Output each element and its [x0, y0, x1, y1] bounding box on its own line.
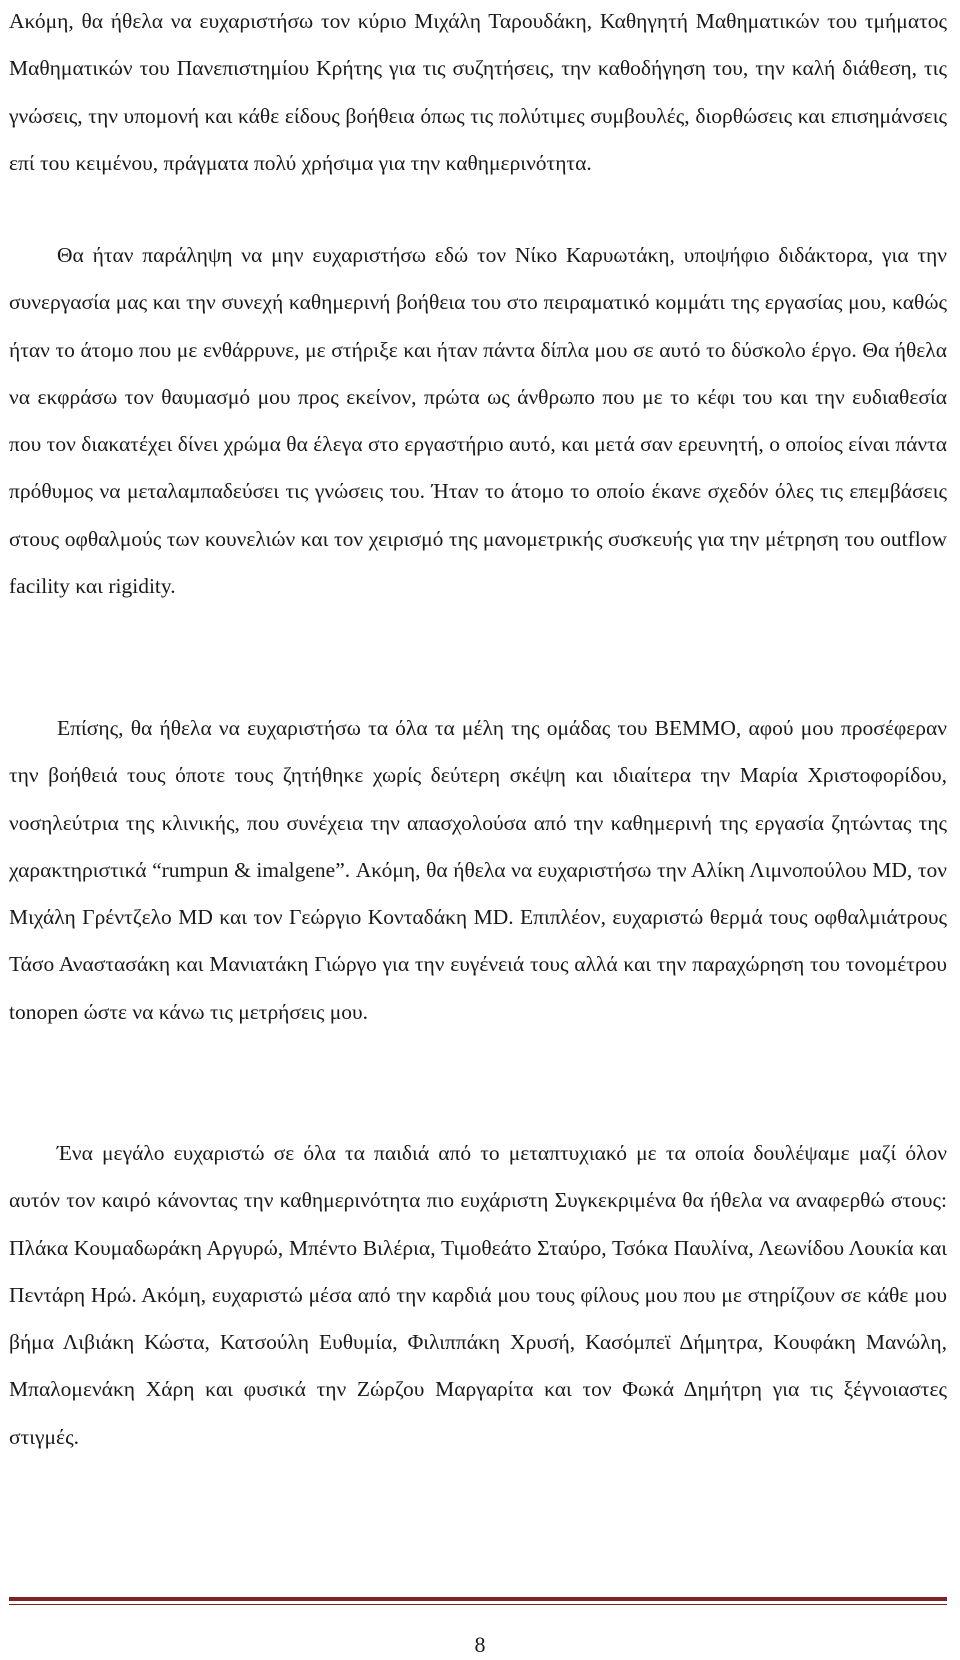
paragraph-4: Ένα μεγάλο ευχαριστώ σε όλα τα παιδιά από το μεταπτυχιακό με τα οποία δουλέψαμε μαζί όλον αυτόν τον καιρό κάνοντας την καθημερινότητα πιο ευχάριστη Συγκεκριμένα θα ήθελα να αναφερθώ στους: Πλάκα Κουμαδωράκη Αργυρώ, Μπέντο Βιλέρια, Τιμοθεάτο Σταύρο, Τσόκα Παυλίνα, Λεωνίδου Λουκία και Πεντάρη Ηρώ. Ακόμη, ευχαριστώ μέσα από την καρδιά μου τους φίλους μου που με στηρίζουν σε κάθε μου βήμα Λιβιάκη Κώστα, Κατσούλη Ευθυμία, Φιλιππάκη Χρυσή, Κασόμπεϊ Δήμητρα, Κουφάκη Μανώλη, Μπαλομενάκη Χάρη και φυσικά την Ζώρζου Μαργαρίτα και τον Φωκά Δημήτρη για τις ξέγνοιαστες στιγμές.	[9, 1141, 947, 1449]
footer-rule-thick	[9, 1597, 947, 1601]
page-number: 8	[474, 1632, 486, 1657]
paragraph-3: Επίσης, θα ήθελα να ευχαριστήσω τα όλα τα μέλη της ομάδας του BEMMO, αφού μου προσέφεραν την βοήθειά τους όποτε τους ζητήθηκε χωρίς δεύτερη σκέψη και ιδιαίτερα την Μαρία Χριστοφορίδου, νοσηλεύτρια της κλινικής, που συνέχεια την απασχολούσα από την καθημερινή της εργασία ζητώντας της χαρακτηριστικά “rumpun & imalgene”. Ακόμη, θα ήθελα να ευχαριστήσω την Αλίκη Λιμνοπούλου MD, τον Μιχάλη Γρέντζελο MD και τον Γεώργιο Κονταδάκη MD. Επιπλέον, ευχαριστώ θερμά τους οφθαλμιάτρους Τάσο Αναστασάκη και Μανιατάκη Γιώργο για την ευγένειά τους αλλά και την παραχώρηση του τονομέτρου tonopen ώστε να κάνω τις μετρήσεις μου.	[9, 716, 947, 1024]
paragraph-1: Ακόμη, θα ήθελα να ευχαριστήσω τον κύριο Μιχάλη Ταρουδάκη, Καθηγητή Μαθηματικών του τμήματος Μαθηματικών του Πανεπιστημίου Κρήτης για τις συζητήσεις, την καθοδήγηση του, την καλή διάθεση, τις γνώσεις, την υπομονή και κάθε είδους βοήθεια όπως τις πολύτιμες συμβουλές, διορθώσεις και επισημάνσεις επί του κειμένου, πράγματα πολύ χρήσιμα για την καθημερινότητα.	[9, 9, 947, 175]
footer-rule-thin	[9, 1604, 947, 1605]
paragraph-2: Θα ήταν παράληψη να μην ευχαριστήσω εδώ τον Νίκο Καρυωτάκη, υποψήφιο διδάκτορα, για την συνεργασία μας και την συνεχή καθημερινή βοήθεια του στο πειραματικό κομμάτι της εργασίας μου, καθώς ήταν το άτομο που με ενθάρρυνε, με στήριξε και ήταν πάντα δίπλα μου σε αυτό το δύσκολο έργο. Θα ήθελα να εκφράσω τον θαυμασμό μου προς εκείνον, πρώτα ως άνθρωπο που με το κέφι του και την ευδιαθεσία που τον διακατέχει δίνει χρώμα θα έλεγα στο εργαστήριο αυτό, και μετά σαν ερευνητή, ο οποίος είναι πάντα πρόθυμος να μεταλαμπαδεύσει τις γνώσεις του. Ήταν το άτομο το οποίο έκανε σχεδόν όλες τις επεμβάσεις στους οφθαλμούς των κουνελιών και τον χειρισμό της μανομετρικής συσκευής για την μέτρηση του outflow facility και rigidity.	[9, 243, 947, 599]
